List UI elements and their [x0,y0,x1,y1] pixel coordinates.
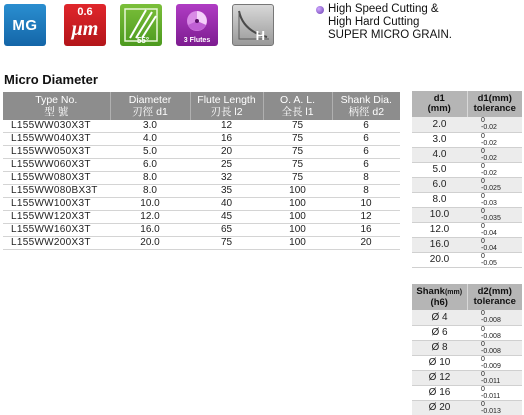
header-oal-en: O. A. L. [279,94,316,106]
d1-tolerance-cell [467,252,522,267]
upper-tolerance: 0 [481,400,485,408]
d1-tolerance-cell [467,222,522,237]
d1-tolerance-cell [467,177,522,192]
d1-value-cell: 4.0 [412,147,467,162]
header-flute-length [190,92,263,120]
lower-tolerance: -0.02 [481,154,497,162]
feature-line-3: SUPER MICRO GRAIN. [328,29,452,41]
flute-length-cell: 20 [190,146,263,159]
table-row [412,385,522,400]
shank-value-cell: Ø 6 [412,325,467,340]
table-row [3,146,400,159]
upper-tolerance: 0 [481,192,485,200]
upper-tolerance: 0 [481,222,485,230]
oal-cell: 75 [263,120,332,133]
flute-length-cell: 25 [190,159,263,172]
table-row [412,207,522,222]
shank-dia-cell: 10 [332,198,400,211]
lower-tolerance: -0.02 [481,169,497,177]
shank-dia-cell: 8 [332,172,400,185]
header-h6: (h6) [430,296,448,308]
upper-tolerance: 0 [481,325,485,333]
diameter-cell: 12.0 [110,211,190,224]
oal-cell: 100 [263,185,332,198]
oal-cell: 75 [263,172,332,185]
bullet-icon [316,6,324,14]
header-d2-tolerance: d2(mm) tolerance [467,284,522,310]
flutes-badge [176,4,218,46]
header-flute-zh: 刃長 l2 [210,106,243,118]
lower-tolerance: -0.03 [481,199,497,207]
flute-length-cell: 16 [190,133,263,146]
shank-tolerance-cell [467,340,522,355]
header-type-en: Type No. [35,94,78,106]
lower-tolerance: -0.011 [481,377,501,385]
table-row [412,117,522,132]
diameter-cell: 10.0 [110,198,190,211]
lower-tolerance: -0.011 [481,392,501,400]
table-row [3,211,400,224]
type-no-cell: L155WW160X3T [3,224,110,237]
flute-length-cell: 35 [190,185,263,198]
type-no-cell: L155WW050X3T [3,146,110,159]
table-row [412,340,522,355]
micron-unit: μm [71,18,99,40]
upper-tolerance: 0 [481,310,485,318]
table-row [412,325,522,340]
diameter-cell: 8.0 [110,185,190,198]
type-no-cell: L155WW200X3T [3,237,110,250]
table-row [3,133,400,146]
shank-tolerance-cell [467,385,522,400]
flute-length-cell: 32 [190,172,263,185]
d1-table-header [412,91,522,117]
hardness-label: H [255,28,265,43]
shank-value-cell: Ø 8 [412,340,467,355]
d1-tolerance-cell [467,117,522,132]
mg-label: MG [12,16,38,34]
lower-tolerance: -0.009 [481,362,501,370]
shank-dia-cell: 12 [332,211,400,224]
header-shank-en: Shank Dia. [340,94,392,106]
diameter-cell: 3.0 [110,120,190,133]
type-no-cell: L155WW100X3T [3,198,110,211]
oal-cell: 100 [263,224,332,237]
upper-tolerance: 0 [481,370,485,378]
upper-tolerance: 0 [481,355,485,363]
lower-tolerance: -0.04 [481,229,497,237]
shank-tolerance-cell [467,355,522,370]
table-row [412,355,522,370]
d1-value-cell: 20.0 [412,252,467,267]
table-row [412,310,522,325]
oal-cell: 75 [263,133,332,146]
diameter-cell: 6.0 [110,159,190,172]
upper-tolerance: 0 [481,207,485,215]
lower-tolerance: -0.008 [481,347,501,355]
upper-tolerance: 0 [481,385,485,393]
shank-dia-cell: 16 [332,224,400,237]
table-row [3,237,400,250]
table-row [412,162,522,177]
upper-tolerance: 0 [481,162,485,170]
header-d1-tolerance: d1(mm) tolerance [467,91,522,117]
header-oal-zh: 全長 l1 [281,106,314,118]
d1-value-cell: 12.0 [412,222,467,237]
lower-tolerance: -0.05 [481,259,497,267]
shank-tolerance-cell [467,400,522,415]
header-diameter-en: Diameter [128,94,172,106]
table-row [412,222,522,237]
type-no-cell: L155WW060X3T [3,159,110,172]
header-shank [412,284,467,310]
lower-tolerance: -0.02 [481,139,497,147]
lower-tolerance: -0.02 [481,124,497,132]
header-type-no [3,92,110,120]
shank-tolerance-cell [467,310,522,325]
d1-value-cell: 3.0 [412,132,467,147]
table-row [412,237,522,252]
main-table-header [3,92,400,120]
d1-tolerance-cell [467,132,522,147]
diameter-cell: 20.0 [110,237,190,250]
diameter-cell: 8.0 [110,172,190,185]
helix-angle-badge [120,4,162,46]
table-row [412,370,522,385]
upper-tolerance: 0 [481,132,485,140]
shank-dia-cell: 6 [332,159,400,172]
table-row [3,198,400,211]
header-flute-en: Flute Length [197,94,256,106]
d1-value-cell: 6.0 [412,177,467,192]
header-shank-zh: 柄徑 d2 [348,106,385,118]
header-oal [263,92,332,120]
type-no-cell: L155WW040X3T [3,133,110,146]
shank-dia-cell: 6 [332,120,400,133]
type-no-cell: L155WW120X3T [3,211,110,224]
d1-tolerance-cell [467,162,522,177]
table-row [412,192,522,207]
flute-length-cell: 75 [190,237,263,250]
diameter-cell: 16.0 [110,224,190,237]
shank-table-header [412,284,522,310]
table-row [412,177,522,192]
flute-length-cell: 12 [190,120,263,133]
table-row [412,147,522,162]
header-type-zh: 型 號 [44,106,69,118]
lower-tolerance: -0.008 [481,332,501,340]
table-row [3,172,400,185]
header-shank-label: Shank [416,285,445,297]
upper-tolerance: 0 [481,147,485,155]
d1-value-cell: 16.0 [412,237,467,252]
table-row [412,132,522,147]
upper-tolerance: 0 [481,117,485,125]
lower-tolerance: -0.013 [481,407,501,415]
upper-tolerance: 0 [481,252,485,260]
header-diameter-zh: 刃徑 d1 [132,106,168,118]
shank-value-cell: Ø 4 [412,310,467,325]
section-title: Micro Diameter [4,72,98,87]
micron-value: 0.6 [77,6,93,18]
table-row [3,185,400,198]
feature-list [316,3,452,42]
diameter-cell: 4.0 [110,133,190,146]
flute-length-cell: 40 [190,198,263,211]
shank-dia-cell: 20 [332,237,400,250]
type-no-cell: L155WW030X3T [3,120,110,133]
shank-dia-cell: 8 [332,185,400,198]
oal-cell: 75 [263,159,332,172]
d1-tolerance-table [412,91,522,268]
table-row [3,224,400,237]
type-no-cell: L155WW080X3T [3,172,110,185]
hardness-curve-icon [233,5,274,46]
shank-tolerance-table [412,284,522,415]
lower-tolerance: -0.025 [481,184,501,192]
lower-tolerance: -0.008 [481,317,501,325]
header-shank-dia [332,92,400,120]
micro-diameter-table [3,92,400,250]
shank-value-cell: Ø 12 [412,370,467,385]
header-shank-unit: (mm) [444,288,463,296]
d1-value-cell: 2.0 [412,117,467,132]
shank-value-cell: Ø 16 [412,385,467,400]
diameter-cell: 5.0 [110,146,190,159]
d1-tolerance-cell [467,237,522,252]
upper-tolerance: 0 [481,177,485,185]
shank-dia-cell: 6 [332,146,400,159]
hardness-badge [232,4,274,46]
lower-tolerance: -0.04 [481,244,497,252]
flute-length-cell: 45 [190,211,263,224]
d1-value-cell: 8.0 [412,192,467,207]
shank-tolerance-cell [467,325,522,340]
type-no-cell: L155WW080BX3T [3,185,110,198]
d1-tolerance-cell [467,192,522,207]
header-diameter [110,92,190,120]
d1-value-cell: 10.0 [412,207,467,222]
flutes-label: 3 Flutes [183,37,211,44]
table-row [3,159,400,172]
shank-value-cell: Ø 20 [412,400,467,415]
table-row [412,252,522,267]
shank-value-cell: Ø 10 [412,355,467,370]
feature-line-1: High Speed Cutting & [328,3,439,15]
shank-dia-cell: 6 [332,133,400,146]
flute-length-cell: 65 [190,224,263,237]
feature-line-2: High Hard Cutting [328,16,420,28]
upper-tolerance: 0 [481,340,485,348]
upper-tolerance: 0 [481,237,485,245]
d1-tolerance-cell [467,147,522,162]
oal-cell: 75 [263,146,332,159]
d1-tolerance-cell [467,207,522,222]
header-d1: d1 (mm) [412,91,467,117]
shank-tolerance-cell [467,370,522,385]
mg-badge [4,4,46,46]
oal-cell: 100 [263,198,332,211]
table-row [412,400,522,415]
table-row [3,120,400,133]
micron-badge [64,4,106,46]
helix-label: 55° [136,36,150,45]
oal-cell: 100 [263,211,332,224]
oal-cell: 100 [263,237,332,250]
lower-tolerance: -0.035 [481,214,501,222]
d1-value-cell: 5.0 [412,162,467,177]
